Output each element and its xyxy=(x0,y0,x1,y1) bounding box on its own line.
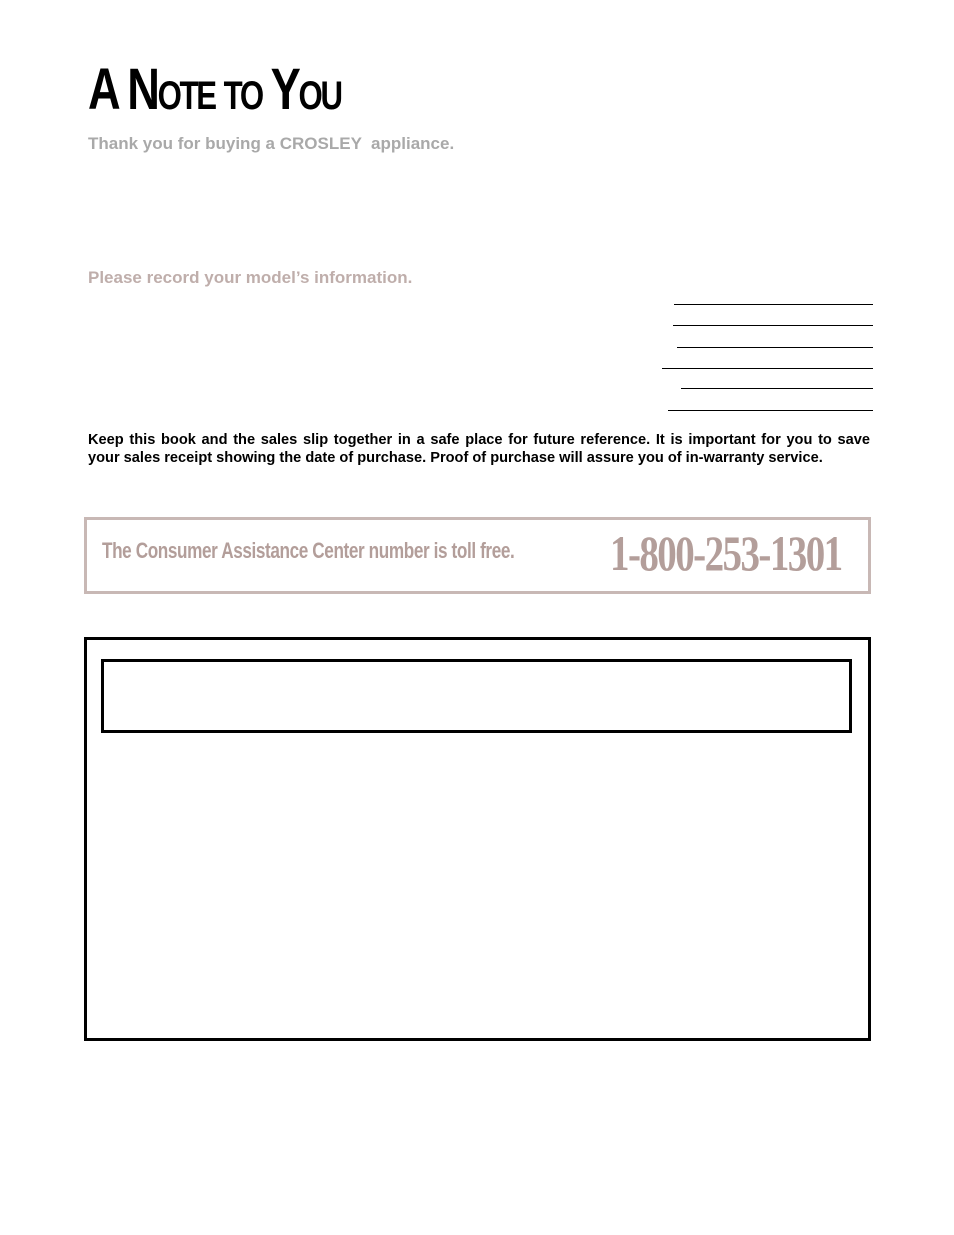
record-line-4[interactable] xyxy=(662,368,873,369)
assistance-text: The Consumer Assistance Center number is toll free. xyxy=(102,538,515,563)
title-a: A xyxy=(88,57,119,122)
page-title xyxy=(88,58,341,128)
title-to: TO xyxy=(223,74,262,118)
record-info-heading: Please record your model’s information. xyxy=(88,268,413,287)
intro-text: Thank you for buying a CROSLEY appliance. xyxy=(88,134,455,153)
title-you-rest: OU xyxy=(298,74,341,118)
record-line-6[interactable] xyxy=(668,410,873,411)
record-line-2[interactable] xyxy=(673,325,873,326)
keep-book-notice: Keep this book and the sales slip together in a safe place for future reference. It is important for you to save your sales receipt showing the date of purchase. Proof of purchase will assure you of in-warranty service. xyxy=(88,432,870,466)
record-line-5[interactable] xyxy=(681,388,873,389)
record-line-1[interactable] xyxy=(674,304,873,305)
title-you-initial: Y xyxy=(270,57,299,122)
title-note-initial: N xyxy=(127,57,158,122)
title-note-rest: OTE xyxy=(157,74,215,118)
record-line-3[interactable] xyxy=(677,347,873,348)
assistance-phone-number: 1-800-253-1301 xyxy=(610,525,842,581)
notes-inner-box xyxy=(101,659,852,733)
